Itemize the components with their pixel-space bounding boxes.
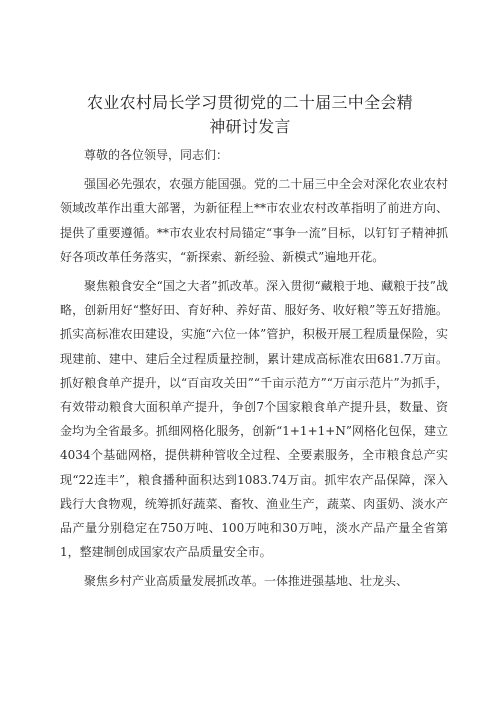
salutation: 尊敬的各位领导，同志们：	[84, 148, 229, 162]
title-line-1: 农业农村局长学习贯彻党的二十届三中全会精	[86, 93, 413, 112]
title-line-2: 神研讨发言	[209, 117, 291, 136]
paragraph-rural-industry: 聚焦乡村产业高质量发展抓改革。一体推进强基地、壮龙头、	[84, 574, 409, 589]
document-title	[40, 91, 460, 139]
paragraph-food-security: 聚焦粮食安全“国之大者”抓改革。深入贯彻“藏粮于地、藏粮于技”战略，创新用好“整好田、育好种、养好苗、服好务、收好粮”等五好措施。抓实高标准农田建设，实施“六位一体”管护，积极开展工程质量保险，实现建前、建中、建后全过程质量控制，累计建成高标准农田681.7万亩。抓好粮食单产提升，以“百亩攻关田”“千亩示范方”“万亩示范片”为抓手，有效带动粮食大面积单产提升，争创7个国家粮食单产提升县，数量、资金均为全省最多。抓细网格化服务，创新“1+1+1+N”网格化包保，建立4034个基础网格，提供耕种管收全过程、全要素服务，全市粮食总产实现“22连丰”，粮食播种面积达到1083.74万亩。抓牢农产品保障，深入践行大食物观，统筹抓好蔬菜、畜牧、渔业生产，蔬菜、肉蛋奶、淡水产品产量分别稳定在750万吨、100万吨和30万吨，淡水产品产量全省第1，整建制创成国家农产品质量安全市。	[60, 279, 448, 560]
document-body	[60, 143, 448, 594]
paragraph-intro: 强国必先强农，农强方能国强。党的二十届三中全会对深化农业农村领域改革作出重大部署，为新征程上**市农业农村改革指明了前进方向、提供了重要遵循。**市农业农村局锚定“事争一流”目标，以钉钉子精神抓好各项改革任务落实，“新探索、新经验、新模式”遍地开花。	[60, 177, 448, 264]
